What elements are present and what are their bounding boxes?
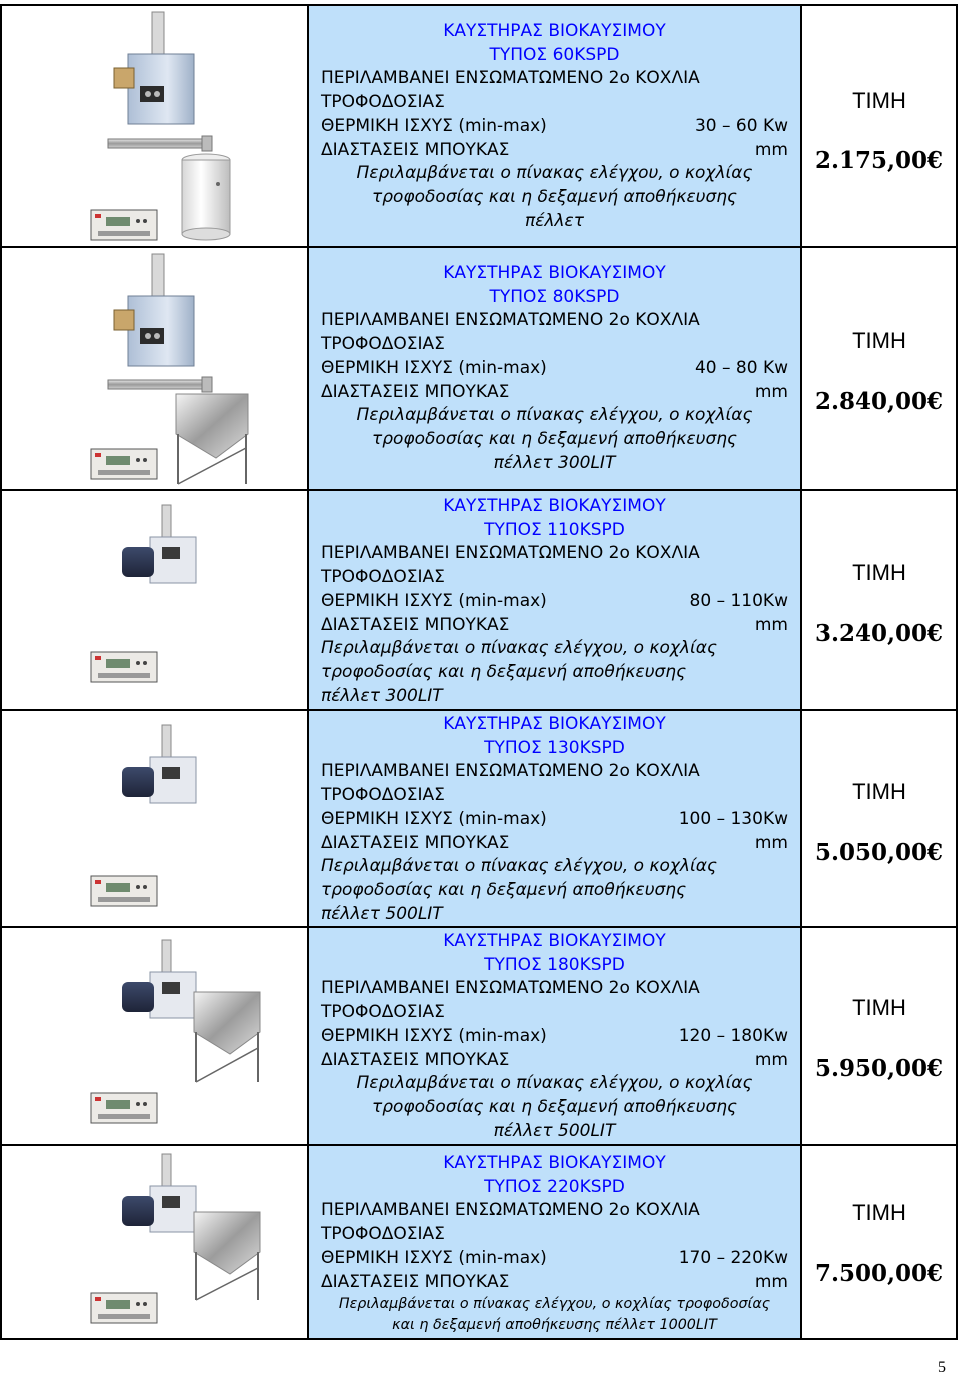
burner-unit-icon [106, 8, 226, 126]
includes-text: πέλλετ 500LIT [321, 903, 443, 924]
price-value: 2.175,00€ [814, 147, 944, 174]
price-label: ΤΙΜΗ [852, 560, 906, 585]
product-image-cell [0, 1146, 309, 1340]
dimensions-unit: mm [754, 1049, 788, 1070]
product-image-cell [0, 928, 309, 1146]
dimensions-label: ΔΙΑΣΤΑΣΕΙΣ ΜΠΟΥΚΑΣ [321, 139, 510, 160]
price-value: 2.840,00€ [814, 388, 944, 415]
product-image-cell [0, 709, 309, 928]
power-value: 40 – 80 Kw [694, 357, 788, 378]
power-row [321, 1025, 788, 1049]
includes-text: Περιλαμβάνεται ο πίνακας ελέγχου, ο κοχλίας [321, 856, 717, 877]
dimensions-label: ΔΙΑΣΤΑΣΕΙΣ ΜΠΟΥΚΑΣ [321, 1271, 510, 1292]
power-label: ΘΕΡΜΙΚΗ ΙΣΧΥΣ (min-max) [321, 808, 547, 829]
dimensions-row [321, 1271, 788, 1295]
product-model: ΤΥΠΟΣ 110KSPD [484, 519, 625, 540]
includes-text: Περιλαμβάνεται ο πίνακας ελέγχου, ο κοχλίας [356, 163, 753, 184]
control-panel-icon [90, 651, 158, 683]
dimensions-unit: mm [754, 614, 788, 635]
dimensions-row [321, 1049, 788, 1073]
dimensions-row [321, 832, 788, 856]
power-label: ΘΕΡΜΙΚΗ ΙΣΧΥΣ (min-max) [321, 1247, 547, 1268]
power-label: ΘΕΡΜΙΚΗ ΙΣΧΥΣ (min-max) [321, 115, 547, 136]
product-feature: ΠΕΡΙΛΑΜΒΑΝΕΙ ΕΝΣΩΜΑΤΩΜΕΝΟ 2ο ΚΟΧΛΙΑ [321, 761, 700, 782]
product-row [0, 1146, 958, 1340]
control-panel-icon [90, 1292, 158, 1324]
product-title: ΚΑΥΣΤΗΡΑΣ ΒΙΟΚΑΥΣΙΜΟΥ [443, 931, 666, 951]
includes-text: πέλλετ 500LIT [493, 1120, 616, 1141]
product-price-cell [800, 4, 958, 248]
includes-text: τροφοδοσίας και η δεξαμενή αποθήκευσης [371, 186, 738, 207]
product-feature: ΤΡΟΦΟΔΟΣΙΑΣ [321, 92, 445, 113]
product-row [0, 4, 958, 248]
power-value: 170 – 220Kw [678, 1247, 788, 1268]
dimensions-label: ΔΙΑΣΤΑΣΕΙΣ ΜΠΟΥΚΑΣ [321, 614, 510, 635]
product-row [0, 248, 958, 491]
dimensions-unit: mm [754, 1271, 788, 1292]
includes-text: πέλλετ [525, 210, 584, 231]
includes-text: πέλλετ 300LIT [493, 452, 616, 473]
power-value: 120 – 180Kw [678, 1025, 788, 1046]
product-feature: ΠΕΡΙΛΑΜΒΑΝΕΙ ΕΝΣΩΜΑΤΩΜΕΝΟ 2ο ΚΟΧΛΙΑ [321, 978, 700, 999]
product-feature: ΠΕΡΙΛΑΜΒΑΝΕΙ ΕΝΣΩΜΑΤΩΜΕΝΟ 2ο ΚΟΧΛΙΑ [321, 68, 700, 89]
power-value: 80 – 110Kw [689, 590, 788, 611]
pellet-hopper-icon [190, 1206, 264, 1302]
control-panel-icon [90, 448, 158, 480]
includes-text: τροφοδοσίας και η δεξαμενή αποθήκευσης [321, 879, 687, 900]
product-title: ΚΑΥΣΤΗΡΑΣ ΒΙΟΚΑΥΣΙΜΟΥ [443, 714, 666, 734]
includes-text: τροφοδοσίας και η δεξαμενή αποθήκευσης [371, 1096, 738, 1117]
includes-text: τροφοδοσίας και η δεξαμενή αποθήκευσης [321, 661, 687, 682]
price-value: 5.950,00€ [814, 1055, 944, 1082]
product-feature: ΤΡΟΦΟΔΟΣΙΑΣ [321, 785, 445, 806]
product-description-cell [309, 1146, 800, 1340]
includes-text: Περιλαμβάνεται ο πίνακας ελέγχου, ο κοχλίας [321, 638, 717, 659]
burner-unit-icon [118, 503, 208, 587]
dimensions-label: ΔΙΑΣΤΑΣΕΙΣ ΜΠΟΥΚΑΣ [321, 1049, 510, 1070]
dimensions-label: ΔΙΑΣΤΑΣΕΙΣ ΜΠΟΥΚΑΣ [321, 832, 510, 853]
dimensions-unit: mm [754, 381, 788, 402]
product-model: ΤΥΠΟΣ 60KSPD [489, 44, 620, 65]
includes-text: και η δεξαμενή αποθήκευσης πέλλετ 1000LIT [392, 1317, 717, 1334]
product-description-cell [309, 928, 800, 1146]
pellet-hopper-icon [190, 986, 264, 1084]
product-feature: ΠΕΡΙΛΑΜΒΑΝΕΙ ΕΝΣΩΜΑΤΩΜΕΝΟ 2ο ΚΟΧΛΙΑ [321, 1200, 700, 1221]
dimensions-row [321, 139, 788, 163]
price-label: ΤΙΜΗ [852, 995, 906, 1020]
includes-text: Περιλαμβάνεται ο πίνακας ελέγχου, ο κοχλίας [356, 405, 753, 426]
control-panel-icon [90, 875, 158, 907]
dimensions-unit: mm [754, 139, 788, 160]
power-row [321, 808, 788, 832]
price-label: ΤΙΜΗ [852, 88, 906, 113]
pellet-silo-icon [178, 152, 234, 242]
price-label: ΤΙΜΗ [852, 779, 906, 804]
product-row [0, 709, 958, 928]
screw-conveyor-icon [106, 133, 216, 153]
product-description-cell [309, 248, 800, 491]
product-feature: ΤΡΟΦΟΔΟΣΙΑΣ [321, 567, 445, 588]
product-title: ΚΑΥΣΤΗΡΑΣ ΒΙΟΚΑΥΣΙΜΟΥ [443, 496, 666, 516]
product-title: ΚΑΥΣΤΗΡΑΣ ΒΙΟΚΑΥΣΙΜΟΥ [443, 263, 666, 283]
power-row [321, 115, 788, 139]
includes-text: τροφοδοσίας και η δεξαμενή αποθήκευσης [371, 428, 738, 449]
burner-unit-icon [118, 723, 208, 807]
product-title: ΚΑΥΣΤΗΡΑΣ ΒΙΟΚΑΥΣΙΜΟΥ [443, 21, 666, 41]
includes-text: Περιλαμβάνεται ο πίνακας ελέγχου, ο κοχλίας τροφοδοσίας [338, 1296, 771, 1313]
price-label: ΤΙΜΗ [852, 328, 906, 353]
product-feature: ΠΕΡΙΛΑΜΒΑΝΕΙ ΕΝΣΩΜΑΤΩΜΕΝΟ 2ο ΚΟΧΛΙΑ [321, 543, 700, 564]
dimensions-label: ΔΙΑΣΤΑΣΕΙΣ ΜΠΟΥΚΑΣ [321, 381, 510, 402]
burner-unit-icon [106, 250, 226, 368]
page-number: 5 [938, 1359, 946, 1376]
product-model: ΤΥΠΟΣ 180KSPD [484, 954, 625, 975]
dimensions-unit: mm [754, 832, 788, 853]
control-panel-icon [90, 1092, 158, 1124]
power-row [321, 1247, 788, 1271]
product-price-cell [800, 1146, 958, 1340]
power-value: 100 – 130Kw [678, 808, 788, 829]
product-feature: ΤΡΟΦΟΔΟΣΙΑΣ [321, 1224, 445, 1245]
product-image-cell [0, 4, 309, 248]
includes-text: πέλλετ 300LIT [321, 685, 443, 706]
product-model: ΤΥΠΟΣ 80KSPD [489, 286, 620, 307]
price-value: 3.240,00€ [814, 620, 944, 647]
pellet-hopper-icon [172, 388, 252, 486]
price-label: ΤΙΜΗ [852, 1200, 906, 1225]
product-price-cell [800, 248, 958, 491]
power-row [321, 590, 788, 614]
product-description-cell [309, 491, 800, 709]
power-label: ΘΕΡΜΙΚΗ ΙΣΧΥΣ (min-max) [321, 357, 547, 378]
price-value: 7.500,00€ [814, 1260, 944, 1287]
product-model: ΤΥΠΟΣ 220KSPD [484, 1176, 625, 1197]
power-label: ΘΕΡΜΙΚΗ ΙΣΧΥΣ (min-max) [321, 1025, 547, 1046]
power-row [321, 357, 788, 381]
product-price-cell [800, 491, 958, 709]
product-image-cell [0, 248, 309, 491]
product-price-cell [800, 928, 958, 1146]
control-panel-icon [90, 209, 158, 241]
product-model: ΤΥΠΟΣ 130KSPD [484, 737, 625, 758]
product-description-cell [309, 709, 800, 928]
product-title: ΚΑΥΣΤΗΡΑΣ ΒΙΟΚΑΥΣΙΜΟΥ [443, 1153, 666, 1173]
power-label: ΘΕΡΜΙΚΗ ΙΣΧΥΣ (min-max) [321, 590, 547, 611]
product-row [0, 928, 958, 1146]
power-value: 30 – 60 Kw [694, 115, 788, 136]
product-feature: ΤΡΟΦΟΔΟΣΙΑΣ [321, 1002, 445, 1023]
product-price-cell [800, 709, 958, 928]
product-feature: ΤΡΟΦΟΔΟΣΙΑΣ [321, 334, 445, 355]
product-image-cell [0, 491, 309, 709]
dimensions-row [321, 381, 788, 405]
includes-text: Περιλαμβάνεται ο πίνακας ελέγχου, ο κοχλίας [356, 1073, 753, 1094]
product-row [0, 491, 958, 709]
product-feature: ΠΕΡΙΛΑΜΒΑΝΕΙ ΕΝΣΩΜΑΤΩΜΕΝΟ 2ο ΚΟΧΛΙΑ [321, 310, 700, 331]
product-description-cell [309, 4, 800, 248]
dimensions-row [321, 614, 788, 638]
price-value: 5.050,00€ [814, 839, 944, 866]
